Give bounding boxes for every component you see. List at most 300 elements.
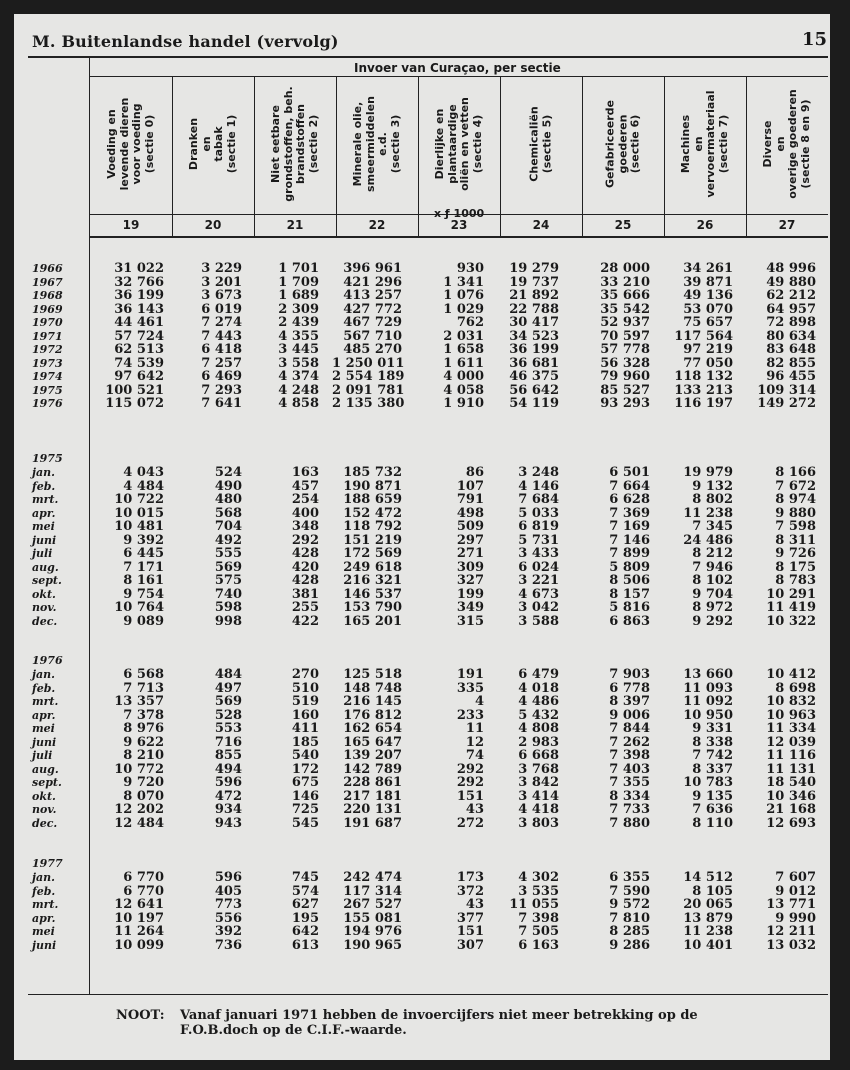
table-cell: 185	[291, 734, 319, 750]
table-cell: 9 754	[123, 586, 164, 602]
table-cell: 2 031	[443, 328, 484, 344]
table-cell: 8 102	[692, 573, 733, 589]
month-label: sept.	[32, 776, 62, 789]
table-cell: 4 248	[278, 382, 319, 398]
column-number: 19	[122, 218, 140, 232]
table-cell: 2 309	[278, 301, 319, 317]
table-cell: 7 274	[201, 315, 242, 331]
table-cell: 249 618	[343, 559, 402, 575]
header-bottom-rule	[89, 236, 828, 238]
data-column-25	[580, 668, 650, 831]
table-cell: 11 419	[766, 600, 816, 616]
table-cell: 151 219	[343, 532, 402, 548]
table-cell: 52 937	[600, 315, 650, 331]
table-cell: 242 474	[343, 870, 402, 885]
table-cell: 139 207	[343, 748, 402, 764]
month-label: dec.	[32, 816, 58, 830]
table-cell: 8 338	[692, 734, 733, 750]
month-label: okt.	[32, 587, 56, 601]
table-cell: 9 880	[775, 505, 816, 521]
table-cell: 53 070	[683, 301, 733, 317]
table-cell: 7 810	[609, 910, 650, 926]
data-column-22	[332, 466, 402, 629]
table-cell: 10 015	[114, 505, 164, 521]
month-label: juni	[32, 938, 57, 952]
table-cell: 31 022	[114, 261, 164, 276]
table-cell: 545	[291, 816, 319, 832]
table-cell: 4 302	[518, 870, 559, 885]
table-cell: 10 772	[114, 761, 164, 777]
table-cell: 6 770	[123, 883, 164, 899]
month-label: jan.	[32, 466, 55, 479]
table-cell: 8 698	[775, 680, 816, 696]
table-cell: 85 527	[600, 382, 650, 398]
table-cell: 190 965	[343, 937, 402, 953]
table-cell: 74	[465, 748, 484, 764]
data-column-26	[663, 466, 733, 629]
column-header-23	[418, 80, 500, 208]
table-cell: 12 039	[766, 734, 816, 750]
table-cell: 472	[214, 788, 242, 804]
table-cell: 930	[456, 261, 484, 276]
table-cell: 165 201	[343, 614, 402, 630]
table-cell: 74 539	[114, 355, 164, 371]
table-cell: 7 664	[609, 478, 650, 494]
table-cell: 217 181	[343, 788, 402, 804]
table-cell: 9 089	[123, 614, 164, 630]
table-cell: 48 996	[766, 261, 816, 276]
table-cell: 49 880	[766, 274, 816, 290]
table-cell: 8 506	[609, 573, 650, 589]
table-cell: 9 572	[609, 897, 650, 913]
table-cell: 9 006	[609, 707, 650, 723]
table-cell: 8 212	[692, 546, 733, 562]
data-column-21	[249, 262, 319, 411]
table-cell: 46 375	[509, 369, 559, 385]
table-cell: 791	[456, 492, 484, 508]
table-cell: 118 132	[674, 369, 733, 385]
table-cell: 14 512	[683, 870, 733, 885]
column-header-label: Diverse en overige goederen (sectie 8 en 9)	[761, 89, 812, 199]
table-cell: 613	[291, 937, 319, 953]
table-cell: 5 809	[609, 559, 650, 575]
data-column-19	[94, 871, 164, 952]
table-cell: 100 521	[105, 382, 164, 398]
table-cell: 7 369	[609, 505, 650, 521]
table-cell: 524	[214, 465, 242, 480]
table-cell: 12	[465, 734, 484, 750]
column-header-22	[336, 80, 418, 208]
table-cell: 142 789	[343, 761, 402, 777]
table-cell: 70 597	[600, 328, 650, 344]
table-cell: 34 523	[509, 328, 559, 344]
table-cell: 309	[456, 559, 484, 575]
table-cell: 36 143	[114, 301, 164, 317]
table-cell: 6 019	[201, 301, 242, 317]
month-label: apr.	[32, 708, 56, 722]
table-cell: 2 554 189	[332, 369, 405, 385]
column-header-19	[90, 80, 172, 208]
table-cell: 484	[214, 667, 242, 682]
table-cell: 160	[291, 707, 319, 723]
column-number: 25	[614, 218, 632, 232]
table-cell: 6 355	[609, 870, 650, 885]
table-cell: 7 378	[123, 707, 164, 723]
table-cell: 118 792	[343, 519, 402, 535]
table-cell: 1 658	[443, 342, 484, 358]
data-column-21	[249, 668, 319, 831]
table-cell: 270	[291, 667, 319, 682]
table-cell: 165 647	[343, 734, 402, 750]
table-cell: 1 689	[278, 288, 319, 304]
table-cell: 7 684	[518, 492, 559, 508]
table-cell: 191 687	[343, 816, 402, 832]
month-label: aug.	[32, 560, 59, 574]
table-cell: 11 055	[509, 897, 559, 913]
data-column-26	[663, 262, 733, 411]
table-cell: 675	[291, 775, 319, 791]
table-cell: 3 842	[518, 775, 559, 791]
table-cell: 3 588	[518, 614, 559, 630]
table-cell: 5 731	[518, 532, 559, 548]
table-cell: 155 081	[343, 910, 402, 926]
table-cell: 188 659	[343, 492, 402, 508]
month-label: mrt.	[32, 898, 59, 911]
table-cell: 6 568	[123, 667, 164, 682]
column-header-label: Dierlijke en plantaardige oliën en vetten (sectie 4)	[433, 97, 484, 191]
month-labels	[32, 668, 62, 830]
table-cell: 7 880	[609, 816, 650, 832]
table-cell: 271	[456, 546, 484, 562]
table-cell: 228 861	[343, 775, 402, 791]
month-label: juni	[32, 533, 57, 547]
table-cell: 9 132	[692, 478, 733, 494]
table-cell: 10 099	[114, 937, 164, 953]
table-cell: 7 345	[692, 519, 733, 535]
column-header-21	[254, 80, 336, 208]
data-column-20	[172, 668, 242, 831]
table-cell: 568	[214, 505, 242, 521]
year-label: 1969	[32, 302, 63, 316]
month-label: mei	[32, 722, 55, 735]
footnote	[116, 1008, 756, 1038]
table-cell: 4 355	[278, 328, 319, 344]
month-label: apr.	[32, 911, 56, 925]
table-cell: 6 418	[201, 342, 242, 358]
table-cell: 553	[214, 721, 242, 737]
table-cell: 400	[291, 505, 319, 521]
table-cell: 172 569	[343, 546, 402, 562]
table-cell: 36 199	[509, 342, 559, 358]
table-cell: 704	[214, 519, 242, 535]
table-cell: 254	[291, 492, 319, 508]
table-cell: 1 076	[443, 288, 484, 304]
table-cell: 6 479	[518, 667, 559, 682]
table-cell: 6 668	[518, 748, 559, 764]
table-cell: 9 012	[775, 883, 816, 899]
table-cell: 510	[291, 680, 319, 696]
column-number: 20	[204, 218, 222, 232]
table-cell: 480	[214, 492, 242, 508]
document-page	[14, 14, 830, 1060]
table-cell: 8 783	[775, 573, 816, 589]
table-cell: 272	[456, 816, 484, 832]
table-cell: 133 213	[674, 382, 733, 398]
table-cell: 381	[291, 586, 319, 602]
table-cell: 540	[291, 748, 319, 764]
table-cell: 19 979	[683, 465, 733, 480]
table-cell: 1 709	[278, 274, 319, 290]
table-cell: 4	[474, 694, 484, 710]
page-number: 15	[802, 29, 828, 50]
table-cell: 7 257	[201, 355, 242, 371]
table-cell: 4 000	[443, 369, 484, 385]
table-cell: 3 535	[518, 883, 559, 899]
table-cell: 10 783	[683, 775, 733, 791]
table-cell: 855	[214, 748, 242, 764]
table-cell: 598	[214, 600, 242, 616]
table-cell: 6 863	[609, 614, 650, 630]
table-cell: 6 445	[123, 546, 164, 562]
table-cell: 12 641	[114, 897, 164, 913]
table-cell: 307	[456, 937, 484, 953]
table-cell: 11 093	[683, 680, 733, 696]
table-cell: 12 693	[766, 816, 816, 832]
table-cell: 57 724	[114, 328, 164, 344]
table-cell: 569	[214, 559, 242, 575]
table-cell: 567 710	[343, 328, 402, 344]
table-cell: 8 161	[123, 573, 164, 589]
table-cell: 4 484	[123, 478, 164, 494]
table-cell: 377	[456, 910, 484, 926]
table-cell: 56 328	[600, 355, 650, 371]
column-number: 23	[450, 218, 468, 232]
table-cell: 191	[456, 667, 484, 682]
month-label: feb.	[32, 884, 56, 898]
year-label: 1966	[32, 262, 63, 275]
table-cell: 736	[214, 937, 242, 953]
table-cell: 10 963	[766, 707, 816, 723]
table-cell: 292	[456, 775, 484, 791]
column-number: 21	[286, 218, 304, 232]
data-column-27	[746, 466, 816, 629]
table-cell: 12 484	[114, 816, 164, 832]
data-column-23	[414, 466, 484, 629]
month-label: nov.	[32, 601, 57, 614]
table-cell: 6 469	[201, 369, 242, 385]
table-cell: 292	[291, 532, 319, 548]
data-column-27	[746, 262, 816, 411]
table-cell: 420	[291, 559, 319, 575]
table-cell: 190 871	[343, 478, 402, 494]
table-cell: 10 764	[114, 600, 164, 616]
table-cell: 1 910	[443, 396, 484, 412]
table-cell: 9 990	[775, 910, 816, 926]
column-header-20	[172, 80, 254, 208]
month-label: mrt.	[32, 493, 59, 506]
column-header-label: Chemicaliën (sectie 5)	[527, 106, 553, 182]
table-cell: 428	[291, 573, 319, 589]
table-cell: 43	[465, 802, 484, 818]
year-label: 1967	[32, 275, 63, 289]
group-title: Invoer van Curaçao, per sectie	[354, 61, 561, 75]
table-cell: 467 729	[343, 315, 402, 331]
table-cell: 19 279	[509, 261, 559, 276]
table-cell: 199	[456, 586, 484, 602]
table-cell: 7 505	[518, 924, 559, 940]
month-label: nov.	[32, 803, 57, 816]
year-heading: 1976	[32, 654, 63, 667]
table-cell: 72 898	[766, 315, 816, 331]
table-cell: 11 238	[683, 505, 733, 521]
table-cell: 1 029	[443, 301, 484, 317]
table-cell: 457	[291, 478, 319, 494]
table-cell: 11 092	[683, 694, 733, 710]
table-cell: 7 398	[518, 910, 559, 926]
table-cell: 740	[214, 586, 242, 602]
table-cell: 115 072	[105, 396, 164, 412]
table-cell: 216 321	[343, 573, 402, 589]
year-label: 1972	[32, 343, 63, 356]
table-cell: 146	[291, 788, 319, 804]
year-label: 1968	[32, 289, 63, 302]
table-cell: 6 770	[123, 870, 164, 885]
table-cell: 9 392	[123, 532, 164, 548]
table-cell: 3 221	[518, 573, 559, 589]
table-cell: 5 816	[609, 600, 650, 616]
table-cell: 498	[456, 505, 484, 521]
data-column-24	[489, 871, 559, 952]
column-number: 22	[368, 218, 386, 232]
month-label: okt.	[32, 789, 56, 803]
table-cell: 36 681	[509, 355, 559, 371]
table-cell: 773	[214, 897, 242, 913]
table-cell: 11	[465, 721, 484, 737]
table-cell: 8 397	[609, 694, 650, 710]
column-header-label: Voeding en levende dieren voor voeding (sectie 0)	[105, 97, 156, 191]
month-label: jan.	[32, 871, 55, 884]
table-cell: 107	[456, 478, 484, 494]
table-cell: 109 314	[757, 382, 816, 398]
table-cell: 82 855	[766, 355, 816, 371]
column-header-26	[664, 80, 746, 208]
table-cell: 9 726	[775, 546, 816, 562]
table-cell: 3 229	[201, 261, 242, 276]
table-cell: 762	[456, 315, 484, 331]
year-label: 1976	[32, 397, 63, 410]
table-cell: 18 540	[766, 775, 816, 791]
unit-label: x ƒ 1000	[434, 207, 485, 220]
table-cell: 151	[456, 788, 484, 804]
data-column-26	[663, 668, 733, 831]
table-cell: 7 607	[775, 870, 816, 885]
table-cell: 12 211	[766, 924, 816, 940]
table-cell: 233	[456, 707, 484, 723]
table-cell: 3 201	[201, 274, 242, 290]
table-cell: 10 722	[114, 492, 164, 508]
table-cell: 176 812	[343, 707, 402, 723]
table-cell: 642	[291, 924, 319, 940]
table-cell: 7 636	[692, 802, 733, 818]
table-cell: 10 950	[683, 707, 733, 723]
table-cell: 21 168	[766, 802, 816, 818]
table-cell: 64 957	[766, 301, 816, 317]
data-column-22	[332, 668, 402, 831]
table-cell: 494	[214, 761, 242, 777]
table-cell: 9 704	[692, 586, 733, 602]
table-cell: 7 293	[201, 382, 242, 398]
table-cell: 4 418	[518, 802, 559, 818]
table-cell: 8 105	[692, 883, 733, 899]
table-cell: 39 871	[683, 274, 733, 290]
table-cell: 8 110	[692, 816, 733, 832]
table-cell: 934	[214, 802, 242, 818]
year-heading: 1975	[32, 452, 63, 465]
table-cell: 8 337	[692, 761, 733, 777]
month-label: juli	[32, 547, 53, 560]
footnote-text: Vanaf januari 1971 hebben de invoercijfers niet meer betrekking op de F.O.B.doch op de C.I.F.-waarde.	[180, 1008, 698, 1038]
table-cell: 49 136	[683, 288, 733, 304]
month-label: sept.	[32, 574, 62, 587]
table-cell: 6 778	[609, 680, 650, 696]
table-cell: 497	[214, 680, 242, 696]
data-column-22	[332, 871, 402, 952]
month-label: jan.	[32, 668, 55, 681]
page-title: M. Buitenlandse handel (vervolg)	[32, 32, 339, 51]
table-cell: 8 210	[123, 748, 164, 764]
table-cell: 11 116	[766, 748, 816, 764]
table-cell: 405	[214, 883, 242, 899]
table-cell: 4 673	[518, 586, 559, 602]
table-cell: 3 445	[278, 342, 319, 358]
table-cell: 10 481	[114, 519, 164, 535]
table-cell: 556	[214, 910, 242, 926]
table-cell: 413 257	[343, 288, 402, 304]
table-cell: 10 401	[683, 937, 733, 953]
table-cell: 7 598	[775, 519, 816, 535]
table-cell: 148 748	[343, 680, 402, 696]
table-cell: 3 768	[518, 761, 559, 777]
table-cell: 8 070	[123, 788, 164, 804]
month-label: dec.	[32, 614, 58, 628]
table-cell: 21 892	[509, 288, 559, 304]
data-column-19	[94, 466, 164, 629]
table-cell: 2 091 781	[332, 382, 405, 398]
table-cell: 745	[291, 870, 319, 885]
table-cell: 427 772	[343, 301, 402, 317]
year-label: 1970	[32, 316, 63, 329]
column-header-label: Gefabriceerde goederen (sectie 6)	[603, 100, 642, 188]
table-cell: 10 322	[766, 614, 816, 630]
table-cell: 22 788	[509, 301, 559, 317]
table-cell: 163	[291, 465, 319, 480]
table-cell: 7 946	[692, 559, 733, 575]
table-cell: 4 858	[278, 396, 319, 412]
table-cell: 34 261	[683, 261, 733, 276]
table-cell: 3 558	[278, 355, 319, 371]
table-cell: 11 264	[114, 924, 164, 940]
table-cell: 13 771	[766, 897, 816, 913]
table-cell: 528	[214, 707, 242, 723]
table-cell: 19 737	[509, 274, 559, 290]
data-column-25	[580, 262, 650, 411]
table-cell: 7 672	[775, 478, 816, 494]
table-cell: 2 135 380	[332, 396, 405, 412]
table-cell: 392	[214, 924, 242, 940]
table-cell: 9 720	[123, 775, 164, 791]
table-cell: 422	[291, 614, 319, 630]
table-bottom-rule	[28, 994, 828, 995]
